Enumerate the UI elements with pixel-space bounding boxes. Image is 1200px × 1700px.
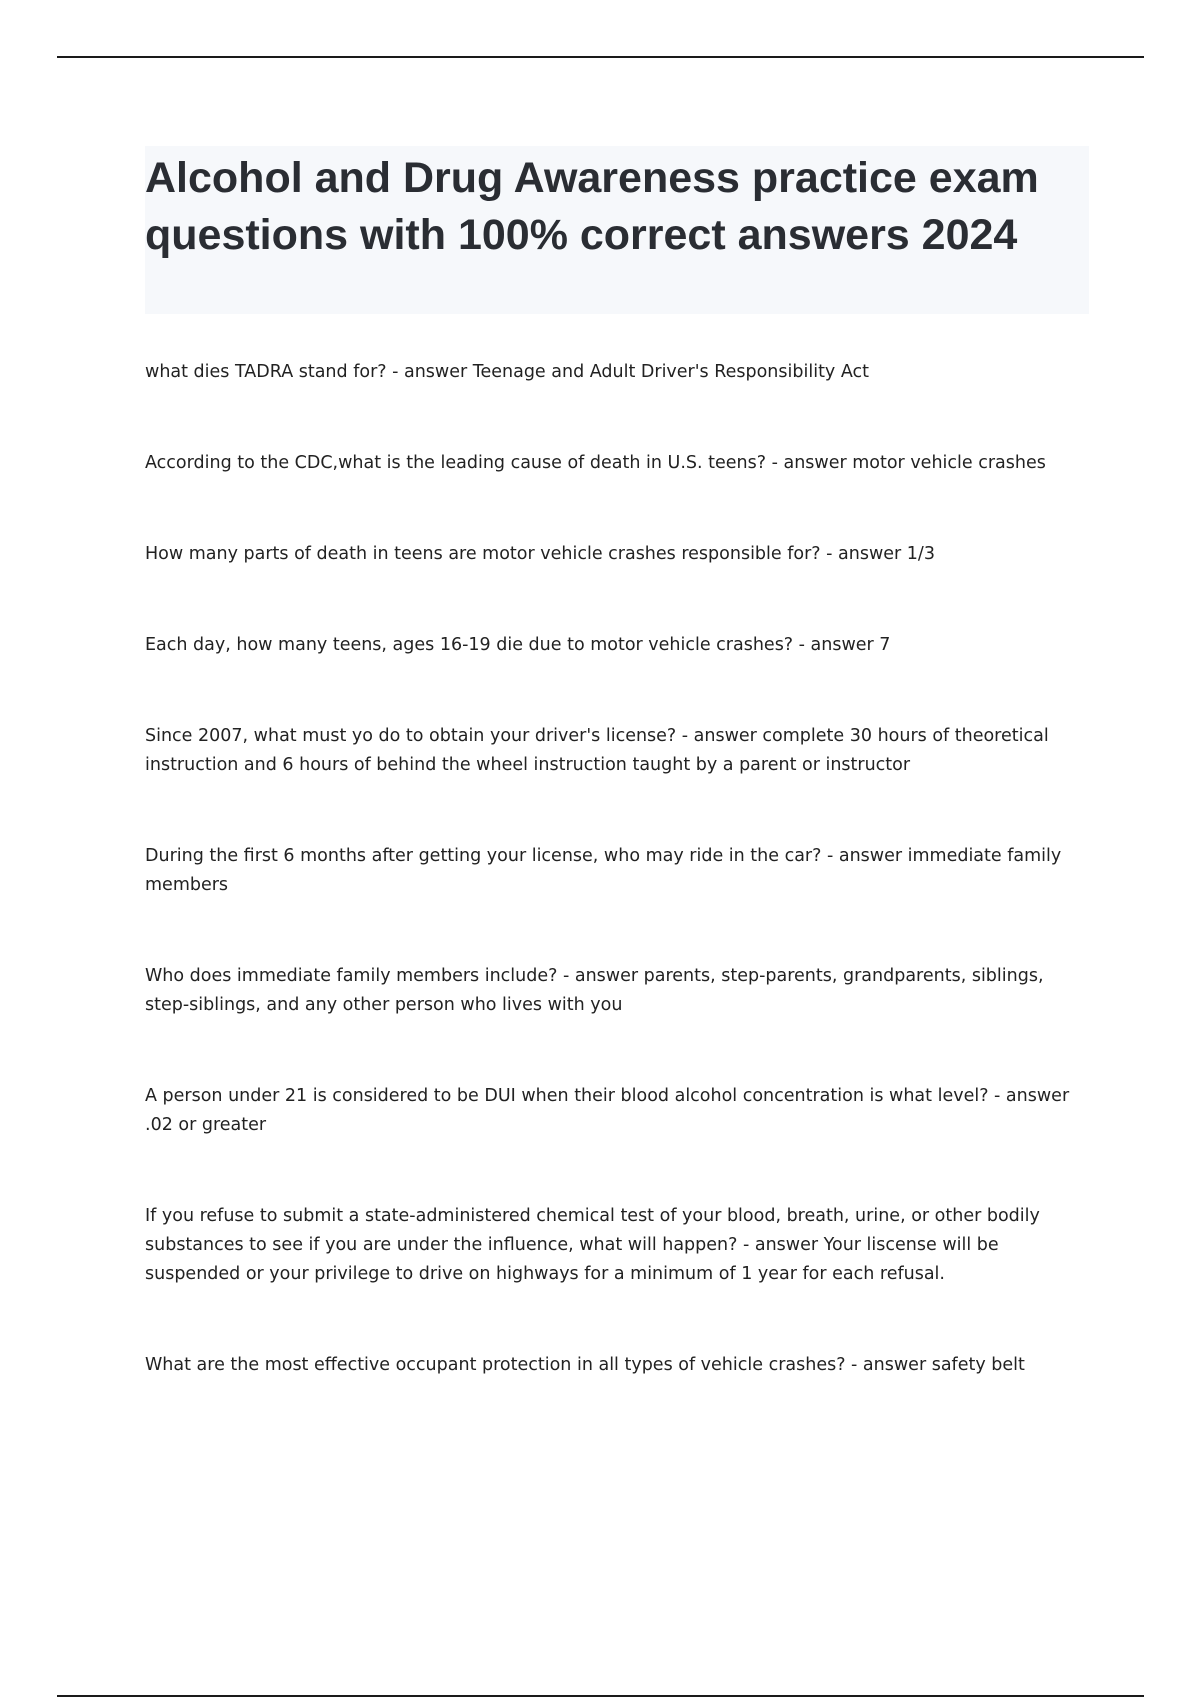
qa-item-4: Each day, how many teens, ages 16-19 die due to motor vehicle crashes? - answer 7 — [145, 635, 891, 655]
qa-item-2: According to the CDC,what is the leading cause of death in U.S. teens? - answer motor vehicle crashes — [145, 453, 1046, 473]
title-block — [145, 146, 1089, 314]
qa-item-7: Who does immediate family members include? - answer parents, step-parents, grandparents, siblings, step-siblings, and any other person who lives with you — [145, 966, 1044, 1015]
qa-item-1: what dies TADRA stand for? - answer Teenage and Adult Driver's Responsibility Act — [145, 362, 870, 382]
qa-item-8: A person under 21 is considered to be DUI when their blood alcohol concentration is what level? - answer .02 or greater — [145, 1086, 1070, 1135]
qa-item-5: Since 2007, what must yo do to obtain your driver's license? - answer complete 30 hours of theoretical instruction and 6 hours of behind the wheel instruction taught by a parent or instructor — [145, 726, 1049, 775]
qa-item-3: How many parts of death in teens are motor vehicle crashes responsible for? - answer 1/3 — [145, 544, 935, 564]
footer-rule — [57, 1695, 1144, 1697]
header-rule — [57, 56, 1144, 58]
qa-item-9: If you refuse to submit a state-administered chemical test of your blood, breath, urine, or other bodily substances to see if you are under the influence, what will happen? - answer Your liscense will be suspended or your privilege to drive on highways for a minimum of 1 year for each refusal. — [145, 1206, 1040, 1284]
qa-item-10: What are the most effective occupant protection in all types of vehicle crashes? - answer safety belt — [145, 1355, 1025, 1375]
qa-item-6: During the first 6 months after getting your license, who may ride in the car? - answer immediate family members — [145, 846, 1062, 895]
document-title: Alcohol and Drug Awareness practice exam questions with 100% correct answers 2024 — [145, 154, 1039, 259]
qa-list — [145, 358, 1085, 1380]
